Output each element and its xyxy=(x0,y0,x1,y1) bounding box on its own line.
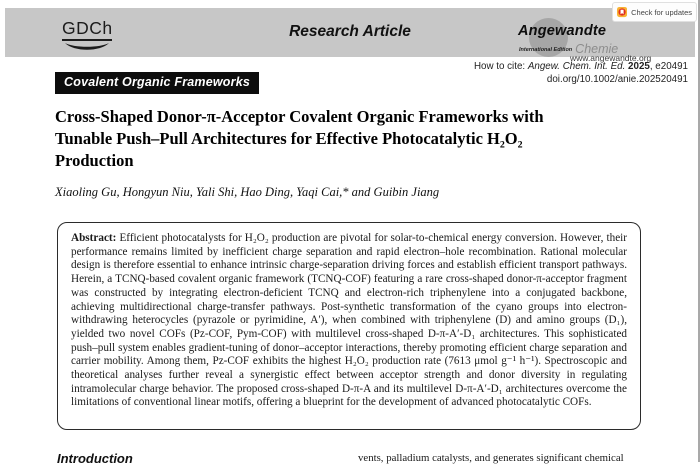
article-title xyxy=(55,106,645,171)
check-for-updates-label: Check for updates xyxy=(631,7,692,17)
angewandte-wordmark: Angewandte xyxy=(518,23,607,39)
international-edition-label: International Edition xyxy=(519,47,573,53)
abstract-text: Efficient photocatalysts for H₂O₂ production are pivotal for solar-to-chemical energy conversion. However, their performance remains limited by inefficient charge separation and rapid electron–hole recombination. Rational molecular design is therefore essential to enhance intrinsic charge-separation driving forces and establish efficient transport pathways. Herein, a TCNQ-based covalent organic framework (TCNQ-COF) featuring a rare cross-shaped donor-π-acceptor fragment was constructed by integrating electron-deficient TCNQ and electron-rich triphenylene into a conjugated backbone, achieving multidirectional charge-transfer pathways. Post-synthetic transformation of the cyano groups into electron-withdrawing heterocycles (pyrazole or pyrimidine, A′), when combined with triphenylene (D) and amino groups (D₁), yielded two novel COFs (Pz-COF, Pym-COF) with multilevel cross-shaped D-π-A′-D₁ architectures. This sophisticated push–pull system enables gradient-tuning of donor–acceptor interactions, thereby promoting efficient charge separation and carrier mobility. Among them, Pz-COF exhibits the highest H₂O₂ production rate (7613 μmol g⁻¹ h⁻¹). Spectroscopic and theoretical analyses further reveal a synergistic effect between acceptor strength and donor diversity in regulating intramolecular charge behavior. The proposed cross-shaped D-π-A and its multilevel D-π-A′-D₁ architectures overcome the limitations of conventional linear motifs, offering a blueprint for the development of advanced photocatalytic COFs. xyxy=(71,232,627,409)
title-line: Production xyxy=(55,150,134,170)
citation-block xyxy=(474,61,688,86)
cite-article-id: , e20491 xyxy=(649,61,688,72)
angewandte-logo xyxy=(510,17,660,65)
category-badge: Covalent Organic Frameworks xyxy=(55,72,259,94)
check-for-updates-button[interactable] xyxy=(612,2,697,22)
gdch-logo-text: GDCh xyxy=(62,19,112,41)
cite-year: 2025 xyxy=(625,61,650,72)
gdch-bowl-icon xyxy=(64,42,110,52)
title-line: Tunable Push–Pull Architectures for Effective Photocatalytic H₂O₂ xyxy=(55,128,523,148)
doi-link[interactable]: doi.org/10.1002/anie.202520491 xyxy=(546,73,688,85)
article-type-heading: Research Article xyxy=(289,23,411,40)
cite-journal: Angew. Chem. Int. Ed. xyxy=(527,61,626,72)
chemie-wordmark: Chemie xyxy=(575,42,619,56)
crossmark-icon xyxy=(617,5,627,19)
abstract-paragraph xyxy=(71,232,627,410)
title-line: Cross-Shaped Donor-π-Acceptor Covalent Organic Frameworks with xyxy=(55,107,544,126)
body-text-fragment: vents, palladium catalysts, and generates significant chemical xyxy=(358,452,624,464)
angewandte-website-link[interactable]: www.angewandte.org xyxy=(570,53,652,63)
abstract-box xyxy=(57,222,641,430)
cite-prefix: How to cite: xyxy=(473,61,528,72)
introduction-heading: Introduction xyxy=(57,451,133,466)
journal-header-bar xyxy=(5,8,695,63)
abstract-label: Abstract: xyxy=(71,232,120,244)
author-list: Xiaoling Gu, Hongyun Niu, Yali Shi, Hao Ding, Yaqi Cai,* and Guibin Jiang xyxy=(55,185,440,199)
